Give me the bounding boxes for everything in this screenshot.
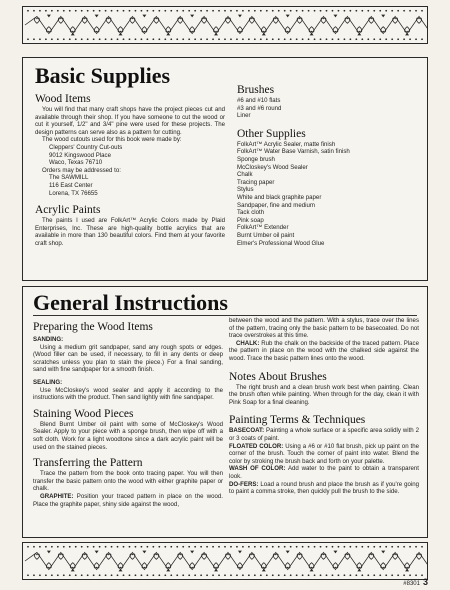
other-supplies-heading: Other Supplies [237,127,306,140]
supply-item: Stylus [237,186,254,194]
brush-item: #6 and #10 flats [237,97,281,104]
supply-item: Tracing paper [237,178,275,186]
wood-items-paragraph: You will find that many craft shops have the project pieces cut and available through their shop. If you have someone to cut the wood or cut it yourself, 1/2" and 3/4" pine were used for these projects. The design patterns can serve also as a pattern for cutting. [35,106,225,136]
notes-brushes-paragraph: The right brush and a clean brush work best when painting. Clean the brush often while painting. When through for the day, clean it with Pink Soap for a final cleaning. [229,383,419,406]
supply-item: Sandpaper, fine and medium [237,201,315,209]
dofers-label: DO-FERS: [229,480,259,488]
general-title-block [33,291,419,315]
general-right-column [229,317,419,496]
supply-item: Chalk [237,171,253,179]
wood-items-heading: Wood Items [35,93,91,105]
general-left-column [33,317,223,508]
dofers-text: Load a round brush and place the brush as if you're going to paint a comma stroke, then quickly pull the brush to the side. [229,480,419,496]
orders-line: Lorena, TX 76655 [49,189,98,197]
heart-scroll-pattern [23,7,427,43]
chalk-text: Rub the chalk on the backside of the traced pattern. Place the pattern in place on the wood with the chalked side against the wood. Trace the basic pattern lines onto the wood. [229,339,419,362]
supply-item: Sponge brush [237,155,275,163]
staining-paragraph: Blend Burnt Umber oil paint with some of McCloskey's Wood Sealer. Apply to your piece with a sponge brush, then wipe off with a soft cloth. Work for a light woodtone since a dark acrylic paint will be used on the stained pieces. [33,420,223,451]
supply-item: Tack cloth [237,209,265,217]
supply-item: Burnt Umber oil paint [237,231,295,239]
bottom-decorative-border [22,542,428,580]
dofers-paragraph [229,481,419,496]
brush-item: Liner [237,112,251,120]
book-code: #8301 [403,581,420,587]
sanding-label: SANDING: [33,336,64,343]
graphite-paragraph [33,493,223,508]
wash-paragraph [229,465,419,480]
basic-left-column [35,64,225,248]
supply-item: FolkArt™ Extender [237,224,289,232]
basecoat-label: BASECOAT: [229,427,265,435]
supply-item: FolkArt™ Acrylic Sealer, matte finish [237,140,336,148]
chalk-paragraph [229,340,419,363]
page-number: 3 [422,577,428,587]
wash-text: Add water to the paint to obtain a transparent look. [229,465,419,480]
maker-line: Waco, Texas 76710 [49,159,103,167]
staining-heading: Staining Wood Pieces [33,407,134,420]
supply-item: White and black graphite paper [237,193,322,201]
orders-line: The SAWMILL [49,174,89,182]
chalk-label: CHALK: [236,339,260,347]
transferring-heading: Transferring the Pattern [33,457,143,470]
notes-brushes-heading: Notes About Brushes [229,370,327,383]
floated-text: Using a #6 or #10 flat brush, pick up paint on the corner of the brush. Touch the corner of paint into water. Blend the color by stroking the brush back and forth on your palette. [229,442,419,465]
basecoat-text: Painting a whole surface or a specific area solidly with 2 or 3 coats of paint. [229,427,419,442]
acrylic-paints-heading: Acrylic Paints [35,204,101,217]
sealing-label: SEALING: [33,378,63,386]
orders-label: Orders may be addressed to: [42,166,121,174]
graphite-label: GRAPHITE: [40,492,74,500]
maker-line: 9012 Kingswood Place [49,151,111,159]
top-decorative-border [22,6,428,44]
heart-scroll-pattern [23,543,427,579]
supply-item: FolkArt™ Water Base Varnish, satin finish [237,148,350,156]
wood-cutouts-paragraph: The wood cutouts used for this book were made by: [42,136,182,144]
sanding-paragraph: Using a medium grit sandpaper, sand any rough spots or edges. (Wood filler can be used, if necessary, to fill in any dents or deep scratches unless you plan to stain the piece.) For a final sanding, sand with fine sandpaper for a smooth finish. [33,343,223,374]
wash-label: WASH OF COLOR: [229,465,286,473]
supply-item: McCloskey's Wood Sealer [237,163,308,171]
transferring-paragraph: Trace the pattern from the book onto tracing paper. You will then transfer the basic pattern onto the wood with either graphite paper or chalk. [33,470,223,493]
supply-item: Pink soap [237,216,264,224]
orders-line: 116 East Center [49,181,93,189]
preparing-wood-heading: Preparing the Wood Items [33,321,153,333]
brush-item: #3 and #6 round [237,104,282,112]
basecoat-paragraph [229,427,419,442]
floated-label: FLOATED COLOR: [229,442,284,450]
brushes-heading: Brushes [237,84,275,96]
supply-item: Elmer's Professional Wood Glue [237,239,325,247]
graphite-continued: between the wood and the pattern. With a stylus, trace over the lines of the pattern, tracing only the basic pattern to be basecoated. Do not trace overstrokes at this time. [229,317,419,340]
graphite-text: Position your traced pattern in place on the wood. Place the graphite paper, shiny side against the wood, [33,492,223,508]
basic-right-column [237,80,417,247]
basic-supplies-title: Basic Supplies [35,63,171,88]
sealing-paragraph: Use McCloskey's wood sealer and apply it according to the instructions with the product. Then sand lightly with fine sandpaper. [33,386,223,402]
title-rule [33,315,417,316]
basic-supplies-panel [22,57,428,281]
page-footer [403,577,428,587]
floated-paragraph [229,443,419,466]
acrylic-paints-paragraph: The paints I used are FolkArt™ Acrylic Colors made by Plaid Enterprises, Inc. These are high-quality bottle acrylics that are available in more than 130 beautiful colors. Find them at your favorite craft shop. [35,217,225,247]
painting-terms-heading: Painting Terms & Techniques [229,414,366,427]
general-instructions-title: General Instructions [33,290,228,315]
general-instructions-panel [22,286,428,538]
maker-line: Cleppers' Country Cut-outs [49,143,123,151]
